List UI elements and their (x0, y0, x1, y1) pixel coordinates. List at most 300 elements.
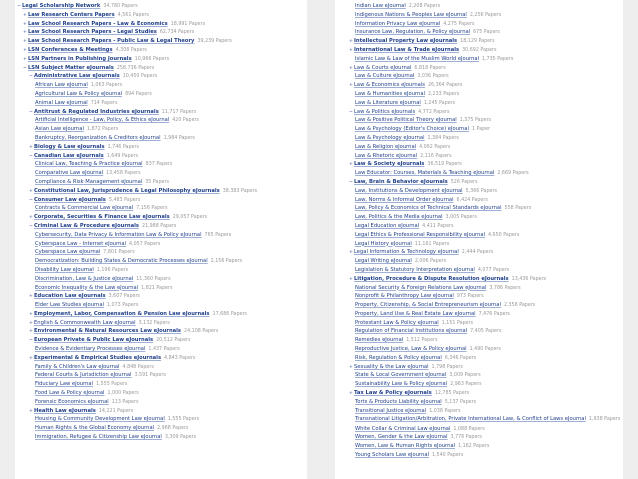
paper-count: 1,735 Papers (481, 56, 514, 62)
tree-row-law-and-psychology-editor-s-choice-ejournal (335, 125, 623, 134)
collapse-icon[interactable]: − (23, 65, 27, 71)
journal-link[interactable]: Law, Norms & Informal Order eJournal (355, 196, 454, 203)
paper-count: 4,772 Papers (418, 109, 450, 115)
tree-row-tax-law-and-policy-ejournals (335, 389, 623, 398)
paper-count: 2,006 Papers (414, 259, 447, 265)
expand-icon[interactable]: + (29, 188, 33, 194)
paper-count: 258,736 Papers (116, 65, 155, 71)
journal-link[interactable]: Transnational Litigation/Arbitration, Private International Law, & Conflict of Laws eJournal (355, 416, 586, 423)
journal-link[interactable]: Legal Ethics & Professional Responsibility eJournal (355, 231, 485, 238)
tree-row-employment-labor-compensation-and-pension-law-ejournals (15, 310, 307, 319)
tree-row-asian-law-ejournal (15, 125, 307, 134)
journal-link[interactable]: Property, Citizenship, & Social Entrepreneurism eJournal (355, 302, 501, 309)
journal-link[interactable]: Law & Literature eJournal (355, 99, 421, 106)
journal-link[interactable]: Protestant Law & Policy eJournal (355, 319, 439, 326)
tree-row-legal-information-and-technology-ejournal (335, 248, 623, 257)
journal-link[interactable]: Cyberspace Law eJournal (35, 249, 101, 256)
journal-link[interactable]: Health Law eJournals (34, 407, 96, 414)
paper-count: 1,798 Papers (431, 364, 463, 370)
journal-link[interactable]: Law School Research Papers - Law & Economics (28, 20, 168, 27)
tree-row-housing-and-community-development-law-ejournal (15, 415, 307, 424)
tree-row-artificial-intelligence-law-policy-and-ethics-ejournal (15, 116, 307, 125)
journal-link[interactable]: Law Educator: Courses, Materials & Teaching eJournal (355, 170, 495, 177)
journal-link[interactable]: Intellectual Property Law eJournals (354, 38, 458, 45)
tree-row-administrative-law-ejournals (15, 72, 307, 81)
journal-link[interactable]: Tax Law & Policy eJournals (354, 390, 432, 397)
journal-link[interactable]: Economic Inequality & the Law eJournal (35, 284, 139, 291)
paper-count: 4,062 Papers (419, 144, 451, 150)
paper-count: 11,161 Papers (414, 241, 450, 247)
tree-row-canadian-law-ejournals (15, 152, 307, 161)
journal-link[interactable]: Democratization: Building States & Democratic Processes eJournal (35, 258, 208, 265)
collapse-icon[interactable]: − (349, 109, 353, 115)
tree-row-remedies-ejournal (335, 336, 623, 345)
expand-icon[interactable]: + (349, 250, 353, 256)
tree-row-law-and-economics-ejournals (335, 81, 623, 90)
paper-count: 3,309 Papers (164, 435, 197, 441)
journal-link[interactable]: Law & Psychology eJournal (355, 134, 425, 141)
tree-row-legal-ethics-and-professional-responsibility-ejournal (335, 231, 623, 240)
collapse-icon[interactable]: − (349, 179, 353, 185)
paper-count: 5,483 Papers (108, 197, 141, 203)
tree-row-insurance-law-regulation-and-policy-ejournal (335, 28, 623, 37)
tree-row-discrimination-law-and-justice-ejournal (15, 275, 307, 284)
paper-count: 4,057 Papers (129, 241, 161, 247)
tree-row-democratization-building-states-and-democratic-processes-ejournal (15, 257, 307, 266)
tree-row-corporate-securities-and-finance-law-ejournals (15, 213, 307, 222)
tree-row-state-and-local-government-ejournal (335, 371, 623, 380)
journal-link[interactable]: Cyberspace Law - Internet eJournal (35, 240, 127, 247)
journal-link[interactable]: Sustainability Law & Policy eJournal (355, 381, 448, 388)
tree-row-information-privacy-law-ejournal (335, 20, 623, 29)
paper-count: 1,872 Papers (86, 127, 119, 133)
paper-count: 526 Papers (450, 179, 478, 185)
paper-count: 2,156 Papers (210, 259, 243, 265)
expand-icon[interactable]: + (349, 162, 353, 168)
paper-count: 1,088 Papers (453, 426, 485, 432)
journal-link[interactable]: Law & Economics eJournals (354, 82, 425, 89)
paper-count: 11,717 Papers (161, 109, 197, 115)
collapse-icon[interactable]: − (29, 109, 33, 115)
journal-link[interactable]: Sexuality & the Law eJournal (354, 363, 429, 370)
journal-link[interactable]: Torts & Products Liability eJournal (355, 398, 442, 405)
journal-link[interactable]: State & Local Government eJournal (355, 372, 447, 379)
paper-count: 6,346 Papers (444, 355, 477, 361)
journal-link[interactable]: Legal History eJournal (355, 240, 412, 247)
paper-count: 4,411 Papers (422, 223, 454, 229)
journal-link[interactable]: Nonprofit & Philanthropy Law eJournal (355, 293, 454, 300)
tree-row-sexuality-and-the-law-ejournal (335, 363, 623, 372)
expand-icon[interactable]: + (29, 329, 33, 335)
journal-link[interactable]: Remedies eJournal (355, 337, 404, 344)
tree-row-family-and-children-s-law-ejournal (15, 363, 307, 372)
journal-link[interactable]: Immigration, Refugee & Citizenship Law eJournal (35, 434, 162, 441)
journal-link[interactable]: Animal Law eJournal (35, 99, 88, 106)
paper-count: 4,077 Papers (477, 267, 510, 273)
journal-link[interactable]: Risk, Regulation & Policy eJournal (355, 354, 442, 361)
journal-link[interactable]: Legal Writing eJournal (355, 258, 412, 265)
expand-icon[interactable]: + (29, 311, 33, 317)
paper-count: 13,436 Papers (511, 276, 547, 282)
journal-link[interactable]: Transitional Justice eJournal (355, 407, 427, 414)
tree-row-law-and-psychology-ejournal (335, 134, 623, 143)
journal-link[interactable]: Experimental & Empirical Studies eJournals (34, 354, 162, 361)
journal-link[interactable]: Disability Law eJournal (35, 266, 94, 273)
expand-icon[interactable]: + (349, 39, 353, 45)
journal-link[interactable]: Compliance & Risk Management eJournal (35, 178, 143, 185)
tree-row-national-security-and-foreign-relations-law-ejournal (335, 284, 623, 293)
collapse-icon[interactable]: − (29, 223, 33, 229)
expand-icon[interactable]: + (349, 391, 353, 397)
tree-row-law-and-religion-ejournal (335, 143, 623, 152)
tree-row-litigation-procedure-and-dispute-resolution-ejournals (335, 275, 623, 284)
tree-row-law-educator-courses-materials-and-teaching-ejournal (335, 169, 623, 178)
paper-count: 2,444 Papers (461, 250, 494, 256)
tree-row-nonprofit-and-philanthropy-law-ejournal (335, 292, 623, 301)
tree-row-immigration-refugee-and-citizenship-law-ejournal (15, 433, 307, 442)
paper-count: 62,734 Papers (159, 30, 195, 36)
paper-count: 714 Papers (90, 100, 118, 106)
journal-link[interactable]: Women, Gender & the Law eJournal (355, 434, 448, 441)
tree-row-forensic-economics-ejournal (15, 398, 307, 407)
journal-link[interactable]: Legal Information & Technology eJournal (354, 249, 459, 256)
journal-link[interactable]: Canadian Law eJournals (34, 152, 104, 159)
expand-icon[interactable]: + (23, 12, 27, 18)
journal-link[interactable]: Consumer Law eJournals (34, 196, 106, 203)
tree-row-law-school-research-papers-legal-studies (15, 28, 307, 37)
paper-count: 38,383 Papers (222, 188, 258, 194)
journal-link[interactable]: Administrative Law eJournals (34, 73, 120, 80)
tree-row-economic-inequality-and-the-law-ejournal (15, 284, 307, 293)
paper-count: 1,196 Papers (96, 267, 129, 273)
journal-link[interactable]: Law School Research Papers - Legal Studies (28, 29, 157, 36)
journal-link[interactable]: Food Law & Policy eJournal (35, 390, 105, 397)
expand-icon[interactable]: + (29, 215, 33, 221)
tree-row-fiduciary-law-ejournal (15, 380, 307, 389)
journal-link[interactable]: Law & Society eJournals (354, 161, 425, 168)
paper-count: 1,490 Papers (469, 347, 501, 353)
journal-link[interactable]: Comparative Law eJournal (35, 170, 104, 177)
tree-row-elder-law-studies-ejournal (15, 301, 307, 310)
journal-link[interactable]: Biology & Law eJournals (34, 143, 105, 150)
paper-count: 3,132 Papers (138, 320, 170, 326)
paper-count: 2,208 Papers (408, 4, 441, 9)
tree-row-clinical-law-teaching-and-practice-ejournal (15, 160, 307, 169)
paper-count: 10,966 Papers (134, 56, 170, 62)
tree-row-law-and-positive-political-theory-ejournal (335, 116, 623, 125)
journal-link[interactable]: Indigenous Nations & Peoples Law eJournal (355, 11, 467, 18)
journal-link[interactable]: Indian Law eJournal (355, 3, 406, 9)
paper-count: 7,476 Papers (478, 311, 510, 317)
tree-row-torts-and-products-liability-ejournal (335, 398, 623, 407)
expand-icon[interactable]: + (29, 144, 33, 150)
journal-link[interactable]: Asian Law eJournal (35, 126, 84, 133)
collapse-icon[interactable]: − (29, 74, 33, 80)
paper-count: 1,649 Papers (106, 153, 139, 159)
paper-count: 18,129 Papers (460, 39, 495, 45)
tree-row-consumer-law-ejournals (15, 196, 307, 205)
journal-link[interactable]: Insurance Law, Regulation, & Policy eJournal (355, 29, 471, 36)
paper-count: 4,308 Papers (115, 47, 147, 53)
tree-row-legal-education-ejournal (335, 222, 623, 231)
paper-count: 113 Papers (111, 399, 139, 405)
journal-link[interactable]: Law School Research Papers - Public Law & Legal Theory (28, 38, 195, 45)
journal-link[interactable]: Forensic Economics eJournal (35, 398, 109, 405)
expand-icon[interactable]: + (349, 276, 353, 282)
journal-link[interactable]: Law & Culture eJournal (355, 73, 415, 80)
tree-row-protestant-law-and-policy-ejournal (335, 319, 623, 328)
tree-row-islamic-law-and-law-of-the-muslim-world-ejournal (335, 55, 623, 64)
paper-count: 4,843 Papers (164, 355, 196, 361)
paper-count: 2,968 Papers (157, 426, 189, 432)
journal-link[interactable]: Human Rights & the Global Economy eJournal (35, 425, 155, 432)
journal-link[interactable]: LSN Conferences & Meetings (28, 46, 113, 53)
paper-count: 12,785 Papers (434, 391, 470, 397)
tree-row-legislation-and-statutory-interpretation-ejournal (335, 266, 623, 275)
paper-count: 20,512 Papers (156, 338, 191, 344)
journal-link[interactable]: Law, Brain & Behavior eJournals (354, 178, 448, 185)
journal-link[interactable]: Legal Education eJournal (355, 222, 420, 229)
journal-link[interactable]: Legislation & Statutory Interpretation eJournal (355, 266, 475, 273)
paper-count: 2,963 Papers (450, 382, 482, 388)
journal-link[interactable]: Employment, Labor, Compensation & Pension Law eJournals (34, 310, 210, 317)
tree-row-law-and-society-ejournals (335, 160, 623, 169)
collapse-icon[interactable]: − (29, 197, 33, 203)
journal-link[interactable]: Agricultural Law & Policy eJournal (35, 90, 123, 97)
tree-row-lsn-subject-matter-ejournals (15, 64, 307, 73)
paper-count: 420 Papers (172, 118, 200, 124)
expand-icon[interactable]: + (349, 364, 353, 370)
right-panel (335, 0, 623, 479)
tree-row-law-policy-and-economics-of-technical-standards-ejournal (335, 204, 623, 213)
journal-link[interactable]: Corporate, Securities & Finance Law eJournals (34, 214, 170, 221)
tree-row-law-and-culture-ejournal (335, 72, 623, 81)
journal-link[interactable]: Islamic Law & Law of the Muslim World eJournal (355, 55, 479, 62)
paper-count: 4,275 Papers (443, 21, 475, 27)
journal-link[interactable]: Law & Humanities eJournal (355, 90, 425, 97)
journal-link[interactable]: Elder Law Studies eJournal (35, 302, 104, 309)
tree-row-young-scholars-law-ejournal (335, 451, 623, 460)
paper-count: 30,692 Papers (462, 47, 497, 53)
tree-row-education-law-ejournals (15, 292, 307, 301)
tree-row-regulation-of-financial-institutions-ejournal (335, 327, 623, 336)
journal-link[interactable]: Law Research Centers Papers (28, 11, 115, 18)
journal-link[interactable]: Family & Children's Law eJournal (35, 363, 120, 370)
collapse-icon[interactable]: − (29, 338, 33, 344)
journal-link[interactable]: Information Privacy Law eJournal (355, 20, 441, 27)
expand-icon[interactable]: + (349, 83, 353, 89)
paper-count: 1,000 Papers (107, 391, 139, 397)
paper-count: 29,057 Papers (172, 215, 208, 221)
paper-count: 7,801 Papers (103, 250, 135, 256)
journal-link[interactable]: Contracts & Commercial Law eJournal (35, 205, 134, 212)
tree-row-law-institutions-and-development-ejournal (335, 187, 623, 196)
paper-count: 21,988 Papers (141, 223, 177, 229)
expand-icon[interactable]: + (29, 408, 33, 414)
journal-link[interactable]: Legal Scholarship Network (22, 3, 101, 9)
paper-count: 18,991 Papers (170, 21, 206, 27)
journal-link[interactable]: Artificial Intelligence - Law, Policy, & Ethics eJournal (35, 117, 170, 124)
journal-link[interactable]: Cybersecurity, Data Privacy & Information Law & Policy eJournal (35, 231, 202, 238)
tree-row-intellectual-property-law-ejournals (335, 37, 623, 46)
expand-icon[interactable]: + (23, 21, 27, 27)
expand-icon[interactable]: + (349, 65, 353, 71)
journal-link[interactable]: African Law eJournal (35, 82, 88, 89)
paper-count: 4,650 Papers (487, 232, 520, 238)
paper-count: 3,776 Papers (450, 435, 482, 441)
paper-count: 13,458 Papers (106, 171, 141, 177)
paper-count: 3,607 Papers (108, 294, 140, 300)
tree-row-environmental-and-natural-resources-law-ejournals (15, 327, 307, 336)
paper-count: 1,555 Papers (167, 417, 200, 423)
journal-link[interactable]: Law & Psychology (Editor's Choice) eJournal (355, 126, 469, 133)
journal-link[interactable]: Reproductive Justice, Law & Policy eJournal (355, 346, 467, 353)
paper-count: 26,364 Papers (427, 83, 463, 89)
journal-link[interactable]: LSN Subject Matter eJournals (28, 64, 114, 71)
journal-link[interactable]: Discrimination, Law & Justice eJournal (35, 275, 134, 282)
paper-count: 14,221 Papers (98, 408, 134, 414)
journal-link[interactable]: Law, Institutions & Development eJournal (355, 187, 463, 194)
paper-count: 1 Paper (471, 127, 491, 133)
expand-icon[interactable]: + (29, 320, 33, 326)
tree-row-experimental-and-empirical-studies-ejournals (15, 354, 307, 363)
tree-row-english-and-commonwealth-law-ejournal (15, 319, 307, 328)
expand-icon[interactable]: + (29, 294, 33, 300)
tree-row-transnational-litigation-arbitration-private-international-law-and-conflict-of-laws-ejournal (335, 415, 623, 424)
paper-count: 1,512 Papers (406, 338, 438, 344)
journal-link[interactable]: National Security & Foreign Relations Law eJournal (355, 284, 487, 291)
journal-link[interactable]: Housing & Community Development Law eJournal (35, 416, 165, 423)
tree-row-criminal-law-and-procedure-ejournals (15, 222, 307, 231)
expand-icon[interactable]: + (23, 30, 27, 36)
paper-count: 1,375 Papers (459, 118, 492, 124)
paper-count: 1,984 Papers (163, 135, 195, 141)
expand-icon[interactable]: + (349, 47, 353, 53)
journal-link[interactable]: International Law & Trade eJournals (354, 46, 460, 53)
journal-link[interactable]: Criminal Law & Procedure eJournals (34, 222, 139, 229)
journal-link[interactable]: Evidence & Evidentiary Processes eJournal (35, 346, 146, 353)
paper-count: 1,540 Papers (431, 453, 464, 459)
paper-count: 558 Papers (504, 206, 532, 212)
expand-icon[interactable]: + (23, 39, 27, 45)
tree-row-compliance-and-risk-management-ejournal (15, 178, 307, 187)
paper-count: 765 Papers (204, 232, 232, 238)
journal-link[interactable]: Law & Politics eJournals (354, 108, 416, 115)
tree-row-reproductive-justice-law-and-policy-ejournal (335, 345, 623, 354)
tree-row-white-collar-and-criminal-law-ejournal (335, 425, 623, 434)
journal-link[interactable]: Clinical Law, Teaching & Practice eJournal (35, 161, 143, 168)
paper-count: 894 Papers (125, 91, 152, 97)
tree-row-law-and-humanities-ejournal (335, 90, 623, 99)
paper-count: 1,437 Papers (148, 347, 180, 353)
subject-tree-left (15, 2, 307, 442)
tree-row-women-law-and-human-rights-ejournal (335, 442, 623, 451)
tree-row-law-and-literature-ejournal (335, 99, 623, 108)
paper-count: 5,366 Papers (465, 188, 497, 194)
collapse-icon[interactable]: − (17, 4, 21, 9)
paper-count: 3,005 Papers (445, 215, 477, 221)
tree-row-human-rights-and-the-global-economy-ejournal (15, 424, 307, 433)
paper-count: 6,424 Papers (456, 197, 488, 203)
journal-link[interactable]: Regulation of Financial Institutions eJournal (355, 328, 468, 335)
tree-row-european-private-and-public-law-ejournals (15, 336, 307, 345)
journal-link[interactable]: Law, Politics & the Media eJournal (355, 214, 443, 221)
paper-count: 973 Papers (456, 294, 484, 300)
paper-count: 1,151 Papers (441, 320, 474, 326)
paper-count: 1,063 Papers (90, 83, 123, 89)
journal-link[interactable]: Law & Rhetoric eJournal (355, 152, 418, 159)
tree-row-cyberspace-law-internet-ejournal (15, 240, 307, 249)
journal-link[interactable]: Bankruptcy, Reorganization & Creditors eJournal (35, 134, 161, 141)
journal-link[interactable]: LSN Partners in Publishing Journals (28, 55, 132, 62)
tree-row-international-law-and-trade-ejournals (335, 46, 623, 55)
expand-icon[interactable]: + (29, 355, 33, 361)
paper-count: 2,669 Papers (497, 171, 529, 177)
paper-count: 837 Papers (145, 162, 173, 168)
journal-link[interactable]: Constitutional Law, Jurisprudence & Legal Philosophy eJournals (34, 187, 220, 194)
paper-count: 39,239 Papers (197, 39, 232, 45)
paper-count: 11,360 Papers (136, 276, 171, 282)
paper-count: 1,384 Papers (427, 135, 459, 141)
paper-count: 35 Papers (145, 179, 169, 185)
journal-link[interactable]: Fiduciary Law eJournal (35, 381, 94, 388)
paper-count: 24,108 Papers (184, 329, 219, 335)
paper-count: 1,162 Papers (458, 444, 490, 450)
collapse-icon[interactable]: − (29, 153, 33, 159)
tree-row-disability-law-ejournal (15, 266, 307, 275)
journal-link[interactable]: Law & Religion eJournal (355, 143, 417, 150)
tree-row-cybersecurity-data-privacy-and-information-law-and-policy-ejournal (15, 231, 307, 240)
tree-row-legal-scholarship-network (15, 2, 307, 11)
tree-row-transitional-justice-ejournal (335, 407, 623, 416)
journal-link[interactable]: Federal Courts & Jurisdiction eJournal (35, 372, 132, 379)
tree-row-law-and-rhetoric-ejournal (335, 152, 623, 161)
journal-link[interactable]: Property, Land Use & Real Estate Law eJournal (355, 310, 476, 317)
journal-link[interactable]: Law & Positive Political Theory eJournal (355, 117, 457, 124)
paper-count: 5,137 Papers (444, 399, 477, 405)
journal-link[interactable]: Young Scholars Law eJournal (355, 452, 429, 459)
tree-row-law-brain-and-behavior-ejournals (335, 178, 623, 187)
paper-count: 2,358 Papers (503, 303, 536, 309)
journal-link[interactable]: Law & Courts eJournal (354, 64, 412, 71)
journal-link[interactable]: Antitrust & Regulated Industries eJournals (34, 108, 159, 115)
tree-row-contracts-and-commercial-law-ejournal (15, 204, 307, 213)
subject-tree-right (335, 2, 623, 460)
journal-link[interactable]: Environmental & Natural Resources Law eJournals (34, 328, 182, 335)
expand-icon[interactable]: + (23, 47, 27, 53)
journal-link[interactable]: European Private & Public Law eJournals (34, 337, 154, 344)
tree-row-women-gender-and-the-law-ejournal (335, 433, 623, 442)
tree-row-legal-history-ejournal (335, 240, 623, 249)
journal-link[interactable]: White Collar & Criminal Law eJournal (355, 425, 451, 432)
tree-row-indian-law-ejournal (335, 2, 623, 11)
expand-icon[interactable]: + (23, 56, 27, 62)
paper-count: 3,786 Papers (489, 285, 521, 291)
journal-link[interactable]: Women, Law & Human Rights eJournal (355, 443, 455, 450)
tree-row-food-law-and-policy-ejournal (15, 389, 307, 398)
paper-count: 1,555 Papers (96, 382, 128, 388)
tree-row-property-land-use-and-real-estate-law-ejournal (335, 310, 623, 319)
journal-link[interactable]: English & Commonwealth Law eJournal (34, 319, 136, 326)
tree-row-law-school-research-papers-public-law-and-legal-theory (15, 37, 307, 46)
paper-count: 4,848 Papers (122, 364, 154, 370)
journal-link[interactable]: Law, Policy & Economics of Technical Standards eJournal (355, 205, 502, 212)
journal-link[interactable]: Education Law eJournals (34, 293, 106, 300)
paper-count: 2,256 Papers (469, 12, 502, 18)
tree-row-agricultural-law-and-policy-ejournal (15, 90, 307, 99)
tree-row-lsn-partners-in-publishing-journals (15, 55, 307, 64)
journal-link[interactable]: Litigation, Procedure & Dispute Resolution eJournals (354, 275, 509, 282)
